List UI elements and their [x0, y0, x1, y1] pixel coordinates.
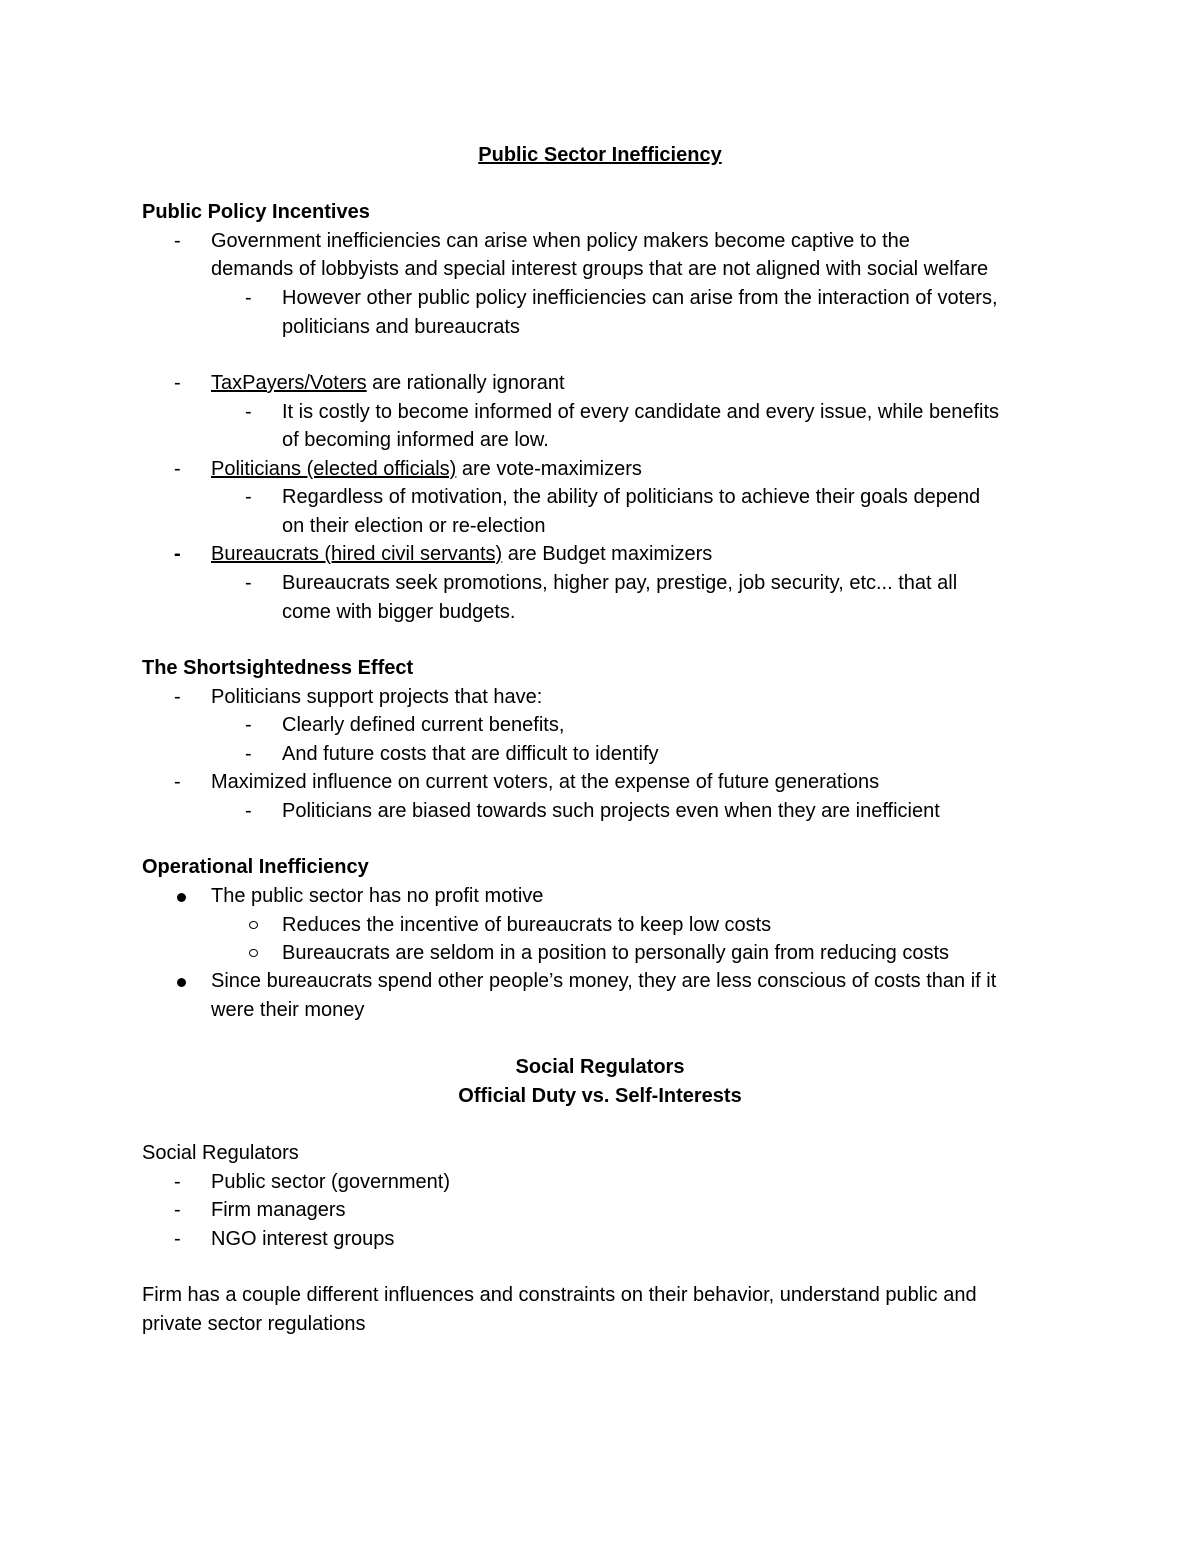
sublist-item-text: Bureaucrats are seldom in a position to personally gain from reducing costs [282, 942, 950, 964]
section-heading-operational-inefficiency: Operational Inefficiency [142, 856, 369, 878]
list-item-text: NGO interest groups [211, 1228, 395, 1250]
dash-bullet: - [174, 686, 181, 708]
term-description: are vote-maximizers [456, 458, 642, 480]
section-subtitle-official-duty: Official Duty vs. Self-Interests [458, 1085, 742, 1107]
list-item-text: demands of lobbyists and special interest groups that are not aligned with social welfare [211, 258, 989, 280]
sublist-item-text: politicians and bureaucrats [282, 316, 520, 338]
term-politicians: Politicians (elected officials) [211, 458, 457, 480]
list-item-text: Government inefficiencies can arise when policy makers become captive to the [211, 230, 910, 252]
dash-bullet: - [174, 543, 181, 565]
sublist-item-text: of becoming informed are low. [282, 429, 549, 451]
dash-bullet: - [245, 743, 252, 765]
filled-bullet-icon [177, 893, 186, 902]
sublist-item-text: Reduces the incentive of bureaucrats to keep low costs [282, 914, 772, 936]
section-title-social-regulators: Social Regulators [515, 1056, 685, 1078]
sublist-item-text: However other public policy inefficiencies can arise from the interaction of voters, [282, 287, 998, 309]
sublist-item-text: on their election or re-election [282, 515, 546, 537]
sublist-item-text: come with bigger budgets. [282, 601, 516, 623]
dash-bullet: - [174, 1171, 181, 1193]
term-taxpayers-voters: TaxPayers/Voters [211, 372, 367, 394]
social-regulators-label: Social Regulators [142, 1142, 299, 1164]
list-item-text: The public sector has no profit motive [211, 885, 544, 907]
dash-bullet: - [245, 714, 252, 736]
section-heading-public-policy-incentives: Public Policy Incentives [142, 201, 370, 223]
dash-bullet: - [245, 572, 252, 594]
sublist-item-text: Bureaucrats seek promotions, higher pay, prestige, job security, etc... that all [282, 572, 958, 594]
list-item-text: Politicians support projects that have: [211, 686, 543, 708]
paragraph-text: private sector regulations [142, 1313, 366, 1335]
list-item-text: were their money [211, 999, 365, 1021]
sublist-item-text: Regardless of motivation, the ability of politicians to achieve their goals depend [282, 486, 981, 508]
dash-bullet: - [174, 1199, 181, 1221]
dash-bullet: - [245, 800, 252, 822]
term-description: are rationally ignorant [366, 372, 565, 394]
hollow-bullet-icon [249, 921, 258, 929]
filled-bullet-icon [177, 978, 186, 987]
sublist-item-text: It is costly to become informed of every candidate and every issue, while benefits [282, 401, 1000, 423]
section-heading-shortsightedness-effect: The Shortsightedness Effect [142, 657, 414, 679]
list-item-text [211, 457, 642, 481]
dash-bullet: - [245, 401, 252, 423]
list-item-text [211, 371, 565, 395]
list-item-text: Public sector (government) [211, 1171, 450, 1193]
sublist-item-text: Politicians are biased towards such projects even when they are inefficient [282, 800, 940, 822]
dash-bullet: - [174, 230, 181, 252]
list-item-text [211, 542, 712, 566]
dash-bullet: - [174, 771, 181, 793]
dash-bullet: - [174, 1228, 181, 1250]
term-description: are Budget maximizers [502, 543, 713, 565]
term-bureaucrats: Bureaucrats (hired civil servants) [211, 543, 503, 565]
hollow-bullet-icon [249, 949, 258, 957]
list-item-text: Maximized influence on current voters, at the expense of future generations [211, 771, 880, 793]
paragraph-text: Firm has a couple different influences and constraints on their behavior, understand public and [142, 1284, 977, 1306]
dash-bullet: - [174, 372, 181, 394]
list-item-text: Since bureaucrats spend other people’s money, they are less conscious of costs than if it [211, 970, 997, 992]
list-item-text: Firm managers [211, 1199, 346, 1221]
dash-bullet: - [245, 287, 252, 309]
dash-bullet: - [245, 486, 252, 508]
page-title: Public Sector Inefficiency [478, 144, 722, 166]
sublist-item-text: And future costs that are difficult to identify [282, 743, 659, 765]
sublist-item-text: Clearly defined current benefits, [282, 714, 565, 736]
dash-bullet: - [174, 458, 181, 480]
